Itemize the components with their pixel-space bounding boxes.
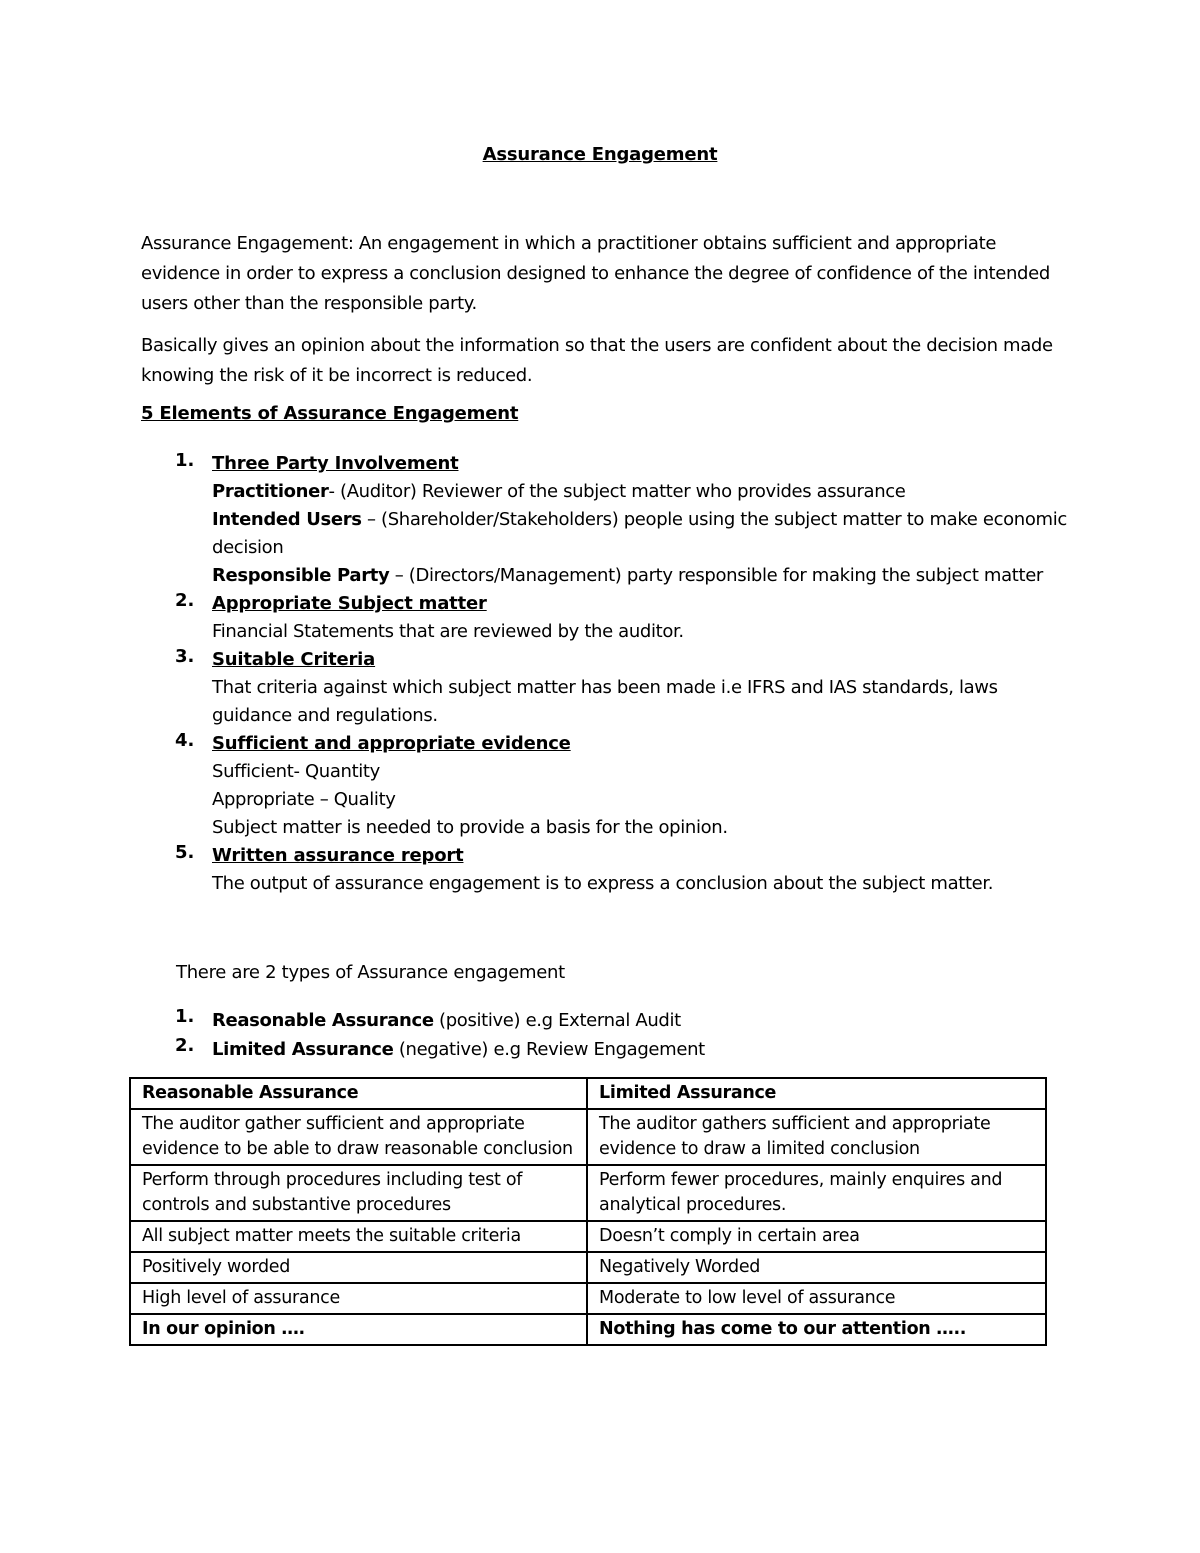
table-cell: All subject matter meets the suitable criteria xyxy=(130,1221,587,1252)
list-number: 5. xyxy=(175,842,195,863)
term-label: Intended Users xyxy=(212,509,362,530)
element-title: Written assurance report xyxy=(212,845,464,866)
list-item xyxy=(141,730,1071,842)
table-row xyxy=(130,1252,1046,1283)
table-cell: Perform through procedures including test of controls and substantive procedures xyxy=(130,1165,587,1221)
list-item xyxy=(141,842,1071,898)
element-title: Appropriate Subject matter xyxy=(212,593,487,614)
table-cell: Moderate to low level of assurance xyxy=(587,1283,1046,1314)
table-cell: Nothing has come to our attention ….. xyxy=(587,1314,1046,1345)
table-row xyxy=(130,1165,1046,1221)
term-description: – (Directors/Management) party responsible for making the subject matter xyxy=(389,565,1043,586)
list-item xyxy=(141,646,1071,730)
list-item xyxy=(141,450,1071,590)
element-line: Financial Statements that are reviewed by the auditor. xyxy=(212,621,684,642)
element-title: Suitable Criteria xyxy=(212,649,376,670)
table-cell: Perform fewer procedures, mainly enquires and analytical procedures. xyxy=(587,1165,1046,1221)
table-header: Limited Assurance xyxy=(587,1078,1046,1109)
term-label: Responsible Party xyxy=(212,565,390,586)
element-title: Sufficient and appropriate evidence xyxy=(212,733,571,754)
list-item xyxy=(141,1006,1071,1035)
list-number: 1. xyxy=(175,1006,195,1027)
list-number: 4. xyxy=(175,730,195,751)
element-line xyxy=(212,506,1071,562)
elements-list xyxy=(141,450,1071,898)
element-line: The output of assurance engagement is to express a conclusion about the subject matter. xyxy=(212,873,994,894)
table-cell: In our opinion …. xyxy=(130,1314,587,1345)
type-name: Reasonable Assurance xyxy=(212,1010,434,1031)
page-title: Assurance Engagement xyxy=(482,144,718,165)
term-label: Practitioner xyxy=(212,481,329,502)
summary-paragraph: Basically gives an opinion about the information so that the users are confident about the decision made knowing the risk of it be incorrect is reduced. xyxy=(141,335,1053,386)
type-description: (negative) e.g Review Engagement xyxy=(393,1039,705,1060)
table-row xyxy=(130,1314,1046,1345)
table-cell: The auditor gathers sufficient and appropriate evidence to draw a limited conclusion xyxy=(587,1109,1046,1165)
element-line: Sufficient- Quantity xyxy=(212,761,380,782)
element-title: Three Party Involvement xyxy=(212,453,459,474)
list-number: 1. xyxy=(175,450,195,471)
term-description: – (Shareholder/Stakeholders) people using the subject matter to make economic decision xyxy=(212,509,1067,558)
table-row xyxy=(130,1221,1046,1252)
types-intro: There are 2 types of Assurance engagement xyxy=(176,962,565,983)
table-row xyxy=(130,1283,1046,1314)
type-line xyxy=(212,1006,1071,1035)
list-item xyxy=(141,1035,1071,1064)
definition-paragraph: Assurance Engagement: An engagement in which a practitioner obtains sufficient and appropriate evidence in order to express a conclusion designed to enhance the degree of confidence of the intended users other than the responsible party. xyxy=(141,233,1050,314)
element-line xyxy=(212,478,1071,506)
table-row xyxy=(130,1109,1046,1165)
table-cell: High level of assurance xyxy=(130,1283,587,1314)
element-line: Appropriate – Quality xyxy=(212,789,396,810)
element-line xyxy=(212,562,1071,590)
type-name: Limited Assurance xyxy=(212,1039,394,1060)
types-list xyxy=(141,1006,1071,1064)
comparison-table xyxy=(129,1077,1047,1346)
list-number: 2. xyxy=(175,590,195,611)
table-cell: The auditor gather sufficient and appropriate evidence to be able to draw reasonable conclusion xyxy=(130,1109,587,1165)
list-item xyxy=(141,590,1071,646)
elements-heading: 5 Elements of Assurance Engagement xyxy=(141,403,519,424)
table-header: Reasonable Assurance xyxy=(130,1078,587,1109)
table-header-row xyxy=(130,1078,1046,1109)
type-line xyxy=(212,1035,1071,1064)
type-description: (positive) e.g External Audit xyxy=(433,1010,681,1031)
list-number: 3. xyxy=(175,646,195,667)
list-number: 2. xyxy=(175,1035,195,1056)
element-line: Subject matter is needed to provide a basis for the opinion. xyxy=(212,817,728,838)
table-cell: Negatively Worded xyxy=(587,1252,1046,1283)
table-cell: Doesn’t comply in certain area xyxy=(587,1221,1046,1252)
element-line: That criteria against which subject matter has been made i.e IFRS and IAS standards, laws guidance and regulations. xyxy=(212,677,998,726)
table-cell: Positively worded xyxy=(130,1252,587,1283)
term-description: - (Auditor) Reviewer of the subject matter who provides assurance xyxy=(328,481,906,502)
